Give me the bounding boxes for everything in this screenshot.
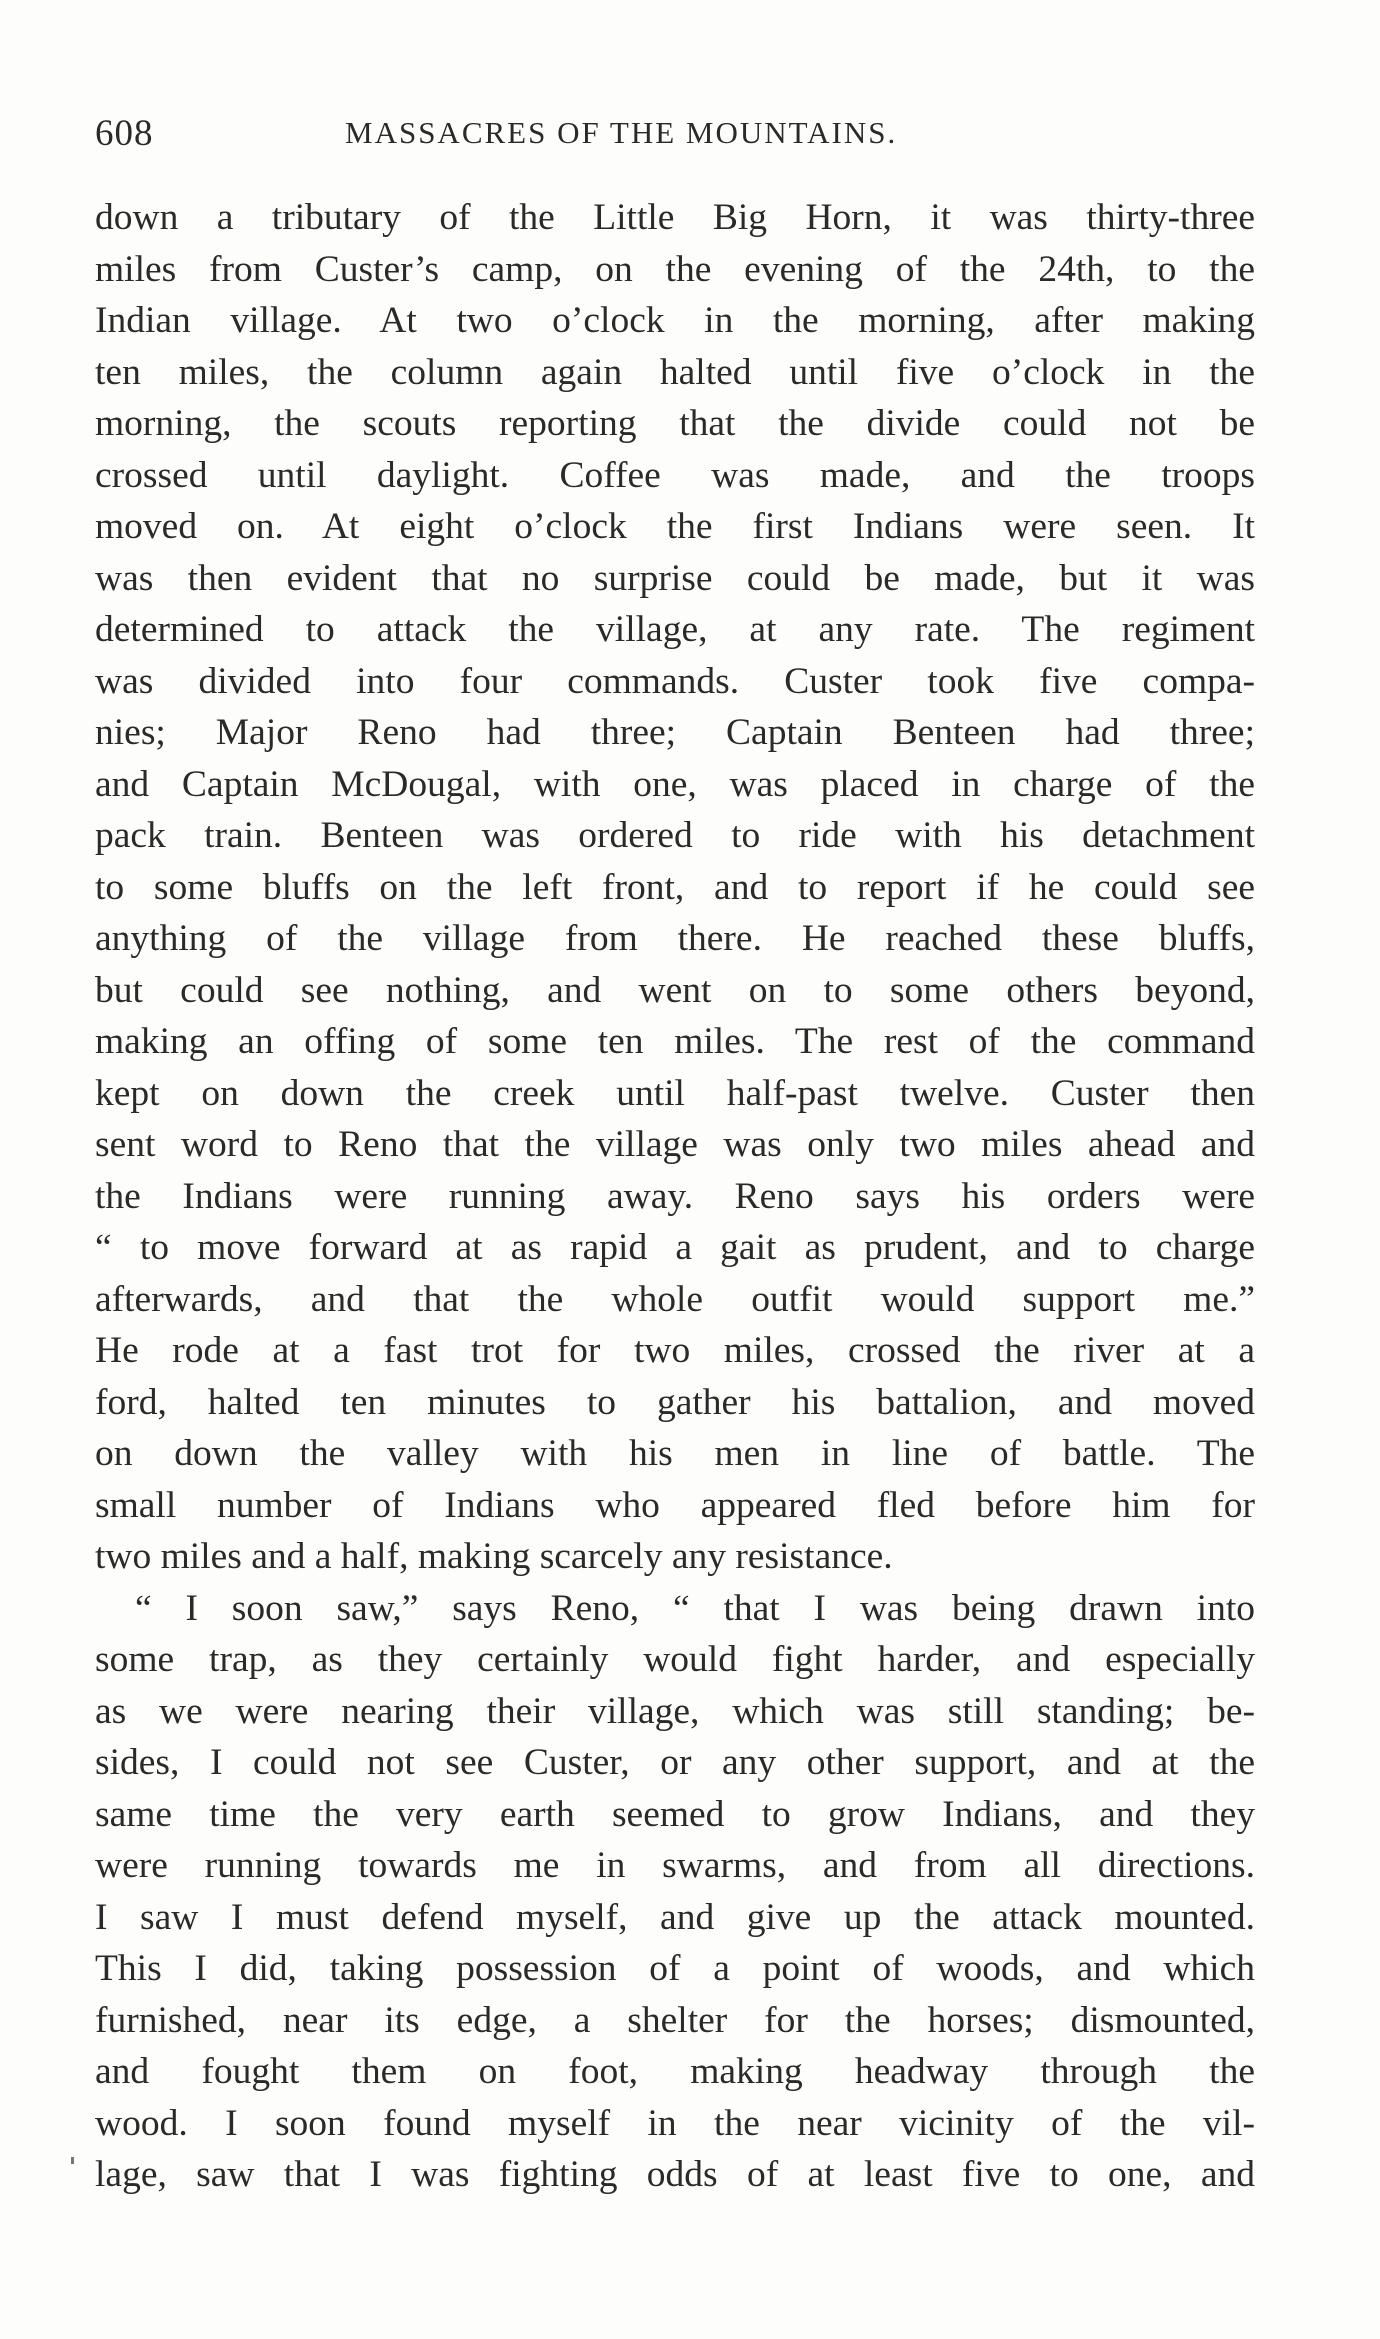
text-line: making an offing of some ten miles. The rest of the command	[95, 1021, 1255, 1062]
text-line: ten miles, the column again halted until five o’clock in the	[95, 351, 1255, 393]
text-line: wood. I soon found myself in the near vicinity of the vil-	[95, 2102, 1255, 2144]
text-line: sides, I could not see Custer, or any other support, and at the	[95, 1742, 1255, 1783]
running-head: MASSACRES OF THE MOUNTAINS.	[345, 115, 898, 150]
text-line: determined to attack the village, at any rate. The regiment	[95, 609, 1255, 650]
text-line: the Indians were running away. Reno says his orders were	[95, 1175, 1255, 1217]
ink-speck	[71, 2157, 74, 2164]
text-line: pack train. Benteen was ordered to ride with his detachment	[95, 815, 1255, 856]
text-line: on down the valley with his men in line of battle. The	[95, 1433, 1255, 1474]
text-line: nies; Major Reno had three; Captain Benteen had three;	[95, 712, 1255, 753]
text-line: as we were nearing their village, which was still standing; be-	[95, 1690, 1255, 1732]
text-line: lage, saw that I was fighting odds of at least five to one, and	[95, 2154, 1255, 2195]
text-line: anything of the village from there. He reached these bluffs,	[95, 918, 1255, 959]
paragraph-2	[95, 1583, 1255, 2201]
page-header	[95, 112, 1255, 162]
text-line: “ I soon saw,” says Reno, “ that I was being drawn into	[135, 1587, 1255, 1629]
text-line: but could see nothing, and went on to some others beyond,	[95, 969, 1255, 1011]
text-line: afterwards, and that the whole outfit would support me.”	[95, 1278, 1255, 1320]
text-line: small number of Indians who appeared fled before him for	[95, 1484, 1255, 1526]
page-number: 608	[95, 113, 154, 154]
text-line: to some bluffs on the left front, and to report if he could see	[95, 866, 1255, 908]
text-line: ford, halted ten minutes to gather his battalion, and moved	[95, 1381, 1255, 1423]
text-line: kept on down the creek until half-past twelve. Custer then	[95, 1072, 1255, 1114]
text-line: miles from Custer’s camp, on the evening of the 24th, to the	[95, 248, 1255, 290]
text-line: down a tributary of the Little Big Horn, it was thirty-three	[95, 197, 1255, 238]
text-line: same time the very earth seemed to grow Indians, and they	[95, 1793, 1255, 1835]
text-line: was divided into four commands. Custer took five compa-	[95, 660, 1255, 702]
text-line: two miles and a half, making scarcely any resistance.	[95, 1536, 893, 1577]
text-line: sent word to Reno that the village was only two miles ahead and	[95, 1124, 1255, 1165]
text-line: were running towards me in swarms, and from all directions.	[95, 1845, 1255, 1886]
text-line: Indian village. At two o’clock in the morning, after making	[95, 300, 1255, 341]
text-line: crossed until daylight. Coffee was made, and the troops	[95, 454, 1255, 496]
text-line: and Captain McDougal, with one, was placed in charge of the	[95, 763, 1255, 805]
text-line: This I did, taking possession of a point of woods, and which	[95, 1948, 1255, 1989]
text-line: moved on. At eight o’clock the first Indians were seen. It	[95, 506, 1255, 547]
text-line: furnished, near its edge, a shelter for the horses; dismounted,	[95, 1999, 1255, 2041]
text-line: and fought them on foot, making headway through the	[95, 2051, 1255, 2092]
text-line: was then evident that no surprise could be made, but it was	[95, 557, 1255, 599]
body-text	[95, 192, 1255, 2201]
text-line: He rode at a fast trot for two miles, crossed the river at a	[95, 1330, 1255, 1371]
text-line: some trap, as they certainly would fight harder, and especially	[95, 1639, 1255, 1680]
text-line: “ to move forward at as rapid a gait as prudent, and to charge	[95, 1227, 1255, 1268]
text-line: I saw I must defend myself, and give up the attack mounted.	[95, 1896, 1255, 1938]
text-line: morning, the scouts reporting that the divide could not be	[95, 403, 1255, 444]
paragraph-1	[95, 192, 1255, 1583]
